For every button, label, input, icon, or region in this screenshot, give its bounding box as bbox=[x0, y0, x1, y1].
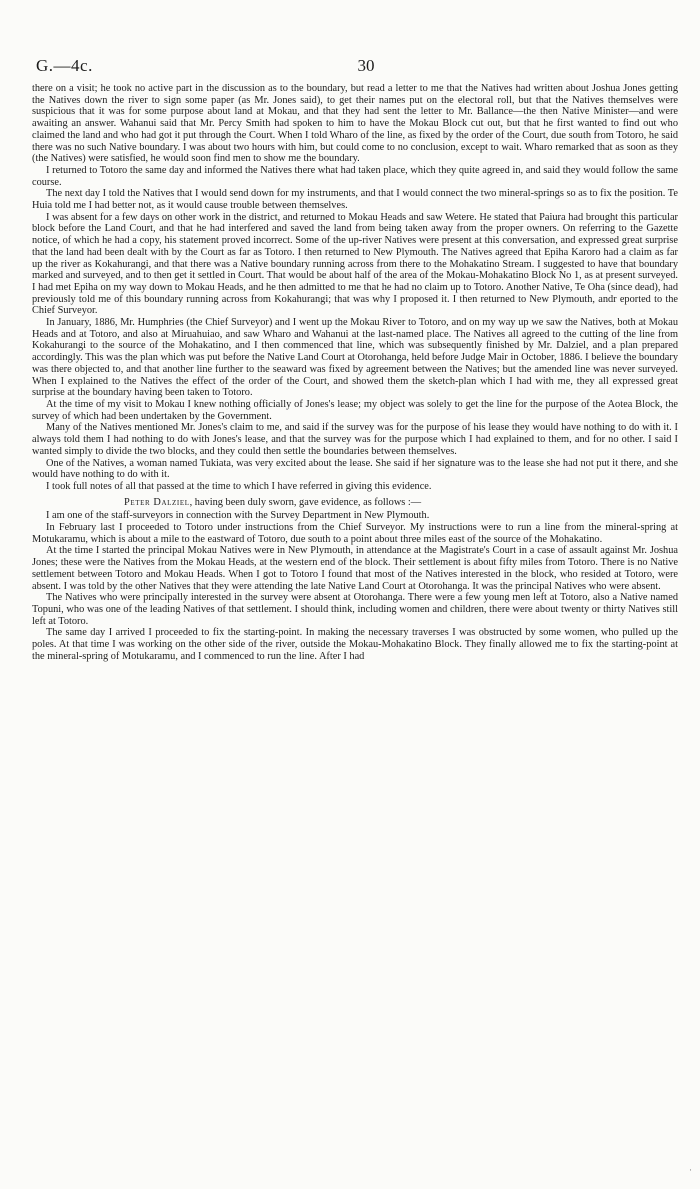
document-reference: G.—4c. bbox=[36, 56, 93, 75]
paragraph: I took full notes of all that passed at the time to which I have referred in giving this evidence. bbox=[46, 480, 432, 492]
paragraph: I returned to Totoro the same day and informed the Natives there what had taken place, which they quite agreed in, and said they would follow the same course. bbox=[32, 164, 678, 188]
paragraph: In February last I proceeded to Totoro under instructions from the Chief Surveyor. My instructions were to run a line from the mineral-spring at Motukaramu, which is about a mile to the eastward of Totoro, due south to a point about three miles east of the source of the Mohakatino. bbox=[32, 522, 678, 545]
witness-name: Peter Dalziel bbox=[124, 496, 190, 508]
paragraph: One of the Natives, a woman named Tukiata, was very excited about the lease. She said if her signature was to the lease she had not put it there, and she would have nothing to do with it. bbox=[32, 457, 678, 481]
document-body bbox=[32, 83, 678, 662]
paragraph: there on a visit; he took no active part in the discussion as to the boundary, but read a letter to me that the Natives had written about Joshua Jones getting the Natives down the river to sign some paper (as Mr. Jones said), to get their names put on the electoral roll, but that the Natives themselves were suspicious that it was for some purpose about land at Mokau, and that they had sent the letter to Mr. Ballance—the then Native Minister—and were awaiting an answer. Wahanui said that Mr. Percy Smith had spoken to him to have the Mokau Block cut out, but that he first wanted to find out who claimed the land and who had got it put through the Court. When I told Wharo of the line, as fixed by the order of the Court, due south from Totoro, he said there was no such Native boundary. I was about two hours with him, but could come to no conclusion, except to wait. Wharo remarked that as soon as they (the Natives) were satisfied, he would soon find men to show me the boundary. bbox=[32, 83, 678, 165]
page-number: 30 bbox=[357, 56, 375, 75]
margin-mark: · bbox=[689, 1165, 692, 1175]
paragraph: At the time of my visit to Mokau I knew nothing officially of Jones's lease; my object was solely to get the line for the purpose of the Aotea Block, the survey of which had been undertaken by the Government. bbox=[32, 398, 678, 422]
paragraph: I was absent for a few days on other work in the district, and returned to Mokau Heads and saw Wetere. He stated that Paiura had brought this particular block before the Land Court, and that he had interfered and saved the land from being taken away from the proper owners. On referring to the Gazette notice, of which he had a copy, his statement proved incorrect. Some of the up-river Natives were present at this conversation, and expressed great surprise that the land had been dealt with by the Court as far as Totoro. I then returned to New Plymouth. The Natives agreed that Epiha Karoro had a claim as far up the river as Kokahurangi, and that there was a Native boundary running across from there to the Mohakatino Stream. I suggested to have that boundary marked and surveyed, and to then get it settled in Court. That would be about half of the area of the Mokau-Mohakatino Block No 1, as at present surveyed. I had met Epiha on my way down to Mokau Heads, and he then admitted to me that he had no claim up to Totoro. Another Native, Te Oha (since dead), had previously told me of this boundary running across from Kokahurangi; that was why I proposed it. I then returned to New Plymouth, andr eported to the Chief Surveyor. bbox=[32, 211, 678, 317]
paragraph: Many of the Natives mentioned Mr. Jones's claim to me, and said if the survey was for the purpose of his lease they would have nothing to do with it. I always told them I had nothing to do with Jones's lease, and that the survey was for the purpose which I had explained to them, and for no other. I said I wanted simply to divide the two blocks, and they could then settle the boundaries between themselves. bbox=[32, 422, 678, 457]
paragraph: In January, 1886, Mr. Humphries (the Chief Surveyor) and I went up the Mokau River to Totoro, and on my way up we saw the Natives, both at Mokau Heads and at Totoro, and also at Miruahuiao, and saw Wharo and Wahanui at the last-named place. The Natives all agreed to the cutting of the line from Kokahurangi to the source of the Mohakatino, and I then commenced that line, which was subsequently finished by Mr. Dalziel, and a plan prepared accordingly. This was the plan which was put before the Native Land Court at Otorohanga, held before Judge Mair in October, 1886. I believe the boundary was there objected to, and that another line further to the seaward was fixed by agreement between the Natives; but the amended line was never surveyed. When I explained to the Natives the effect of the order of the Court, and showed them the sketch-plan which I had with me, they all expressed great surprise at the boundary having been taken to Totoro. bbox=[32, 317, 678, 399]
paragraph: I am one of the staff-surveyors in connection with the Survey Department in New Plymouth. bbox=[46, 510, 430, 522]
witness-heading bbox=[32, 497, 678, 509]
paragraph: At the time I started the principal Mokau Natives were in New Plymouth, in attendance at the Magistrate's Court in a case of assault against Mr. Joshua Jones; these were the Natives from the Mokau Heads, at the western end of the block. Their settlement is about fifty miles from Totoro. There is no Native settlement between Totoro and Mokau Heads. When I got to Totoro I found that most of the Natives interested in the block, who resided at Totoro, were absent. I was told by the other Natives that they were attending the late Native Land Court at Otorohanga. It was the principal Natives who were absent. bbox=[32, 545, 678, 592]
paragraph: The same day I arrived I proceeded to fix the starting-point. In making the necessary traverses I was obstructed by some women, who pulled up the poles. At that time I was working on the other side of the river, outside the Mokau-Mohakatino Block. They finally allowed me to fix the starting-point at the mineral-spring of Motukaramu, and I commenced to run the line. After I had bbox=[32, 627, 678, 662]
page-header bbox=[36, 56, 688, 78]
witness-intro: , having been duly sworn, gave evidence, as follows :— bbox=[189, 496, 422, 508]
paragraph: The next day I told the Natives that I would send down for my instruments, and that I would connect the two mineral-springs so as to fix the position. Te Huia told me I had better not, as it would cause trouble between themselves. bbox=[32, 188, 678, 212]
paragraph: The Natives who were principally interested in the survey were absent at Otorohanga. There were a few young men left at Totoro, also a Native named Topuni, who was one of the leading Natives of that settlement. I should think, including women and children, there were about twenty or thirty Natives still left at Totoro. bbox=[32, 592, 678, 627]
